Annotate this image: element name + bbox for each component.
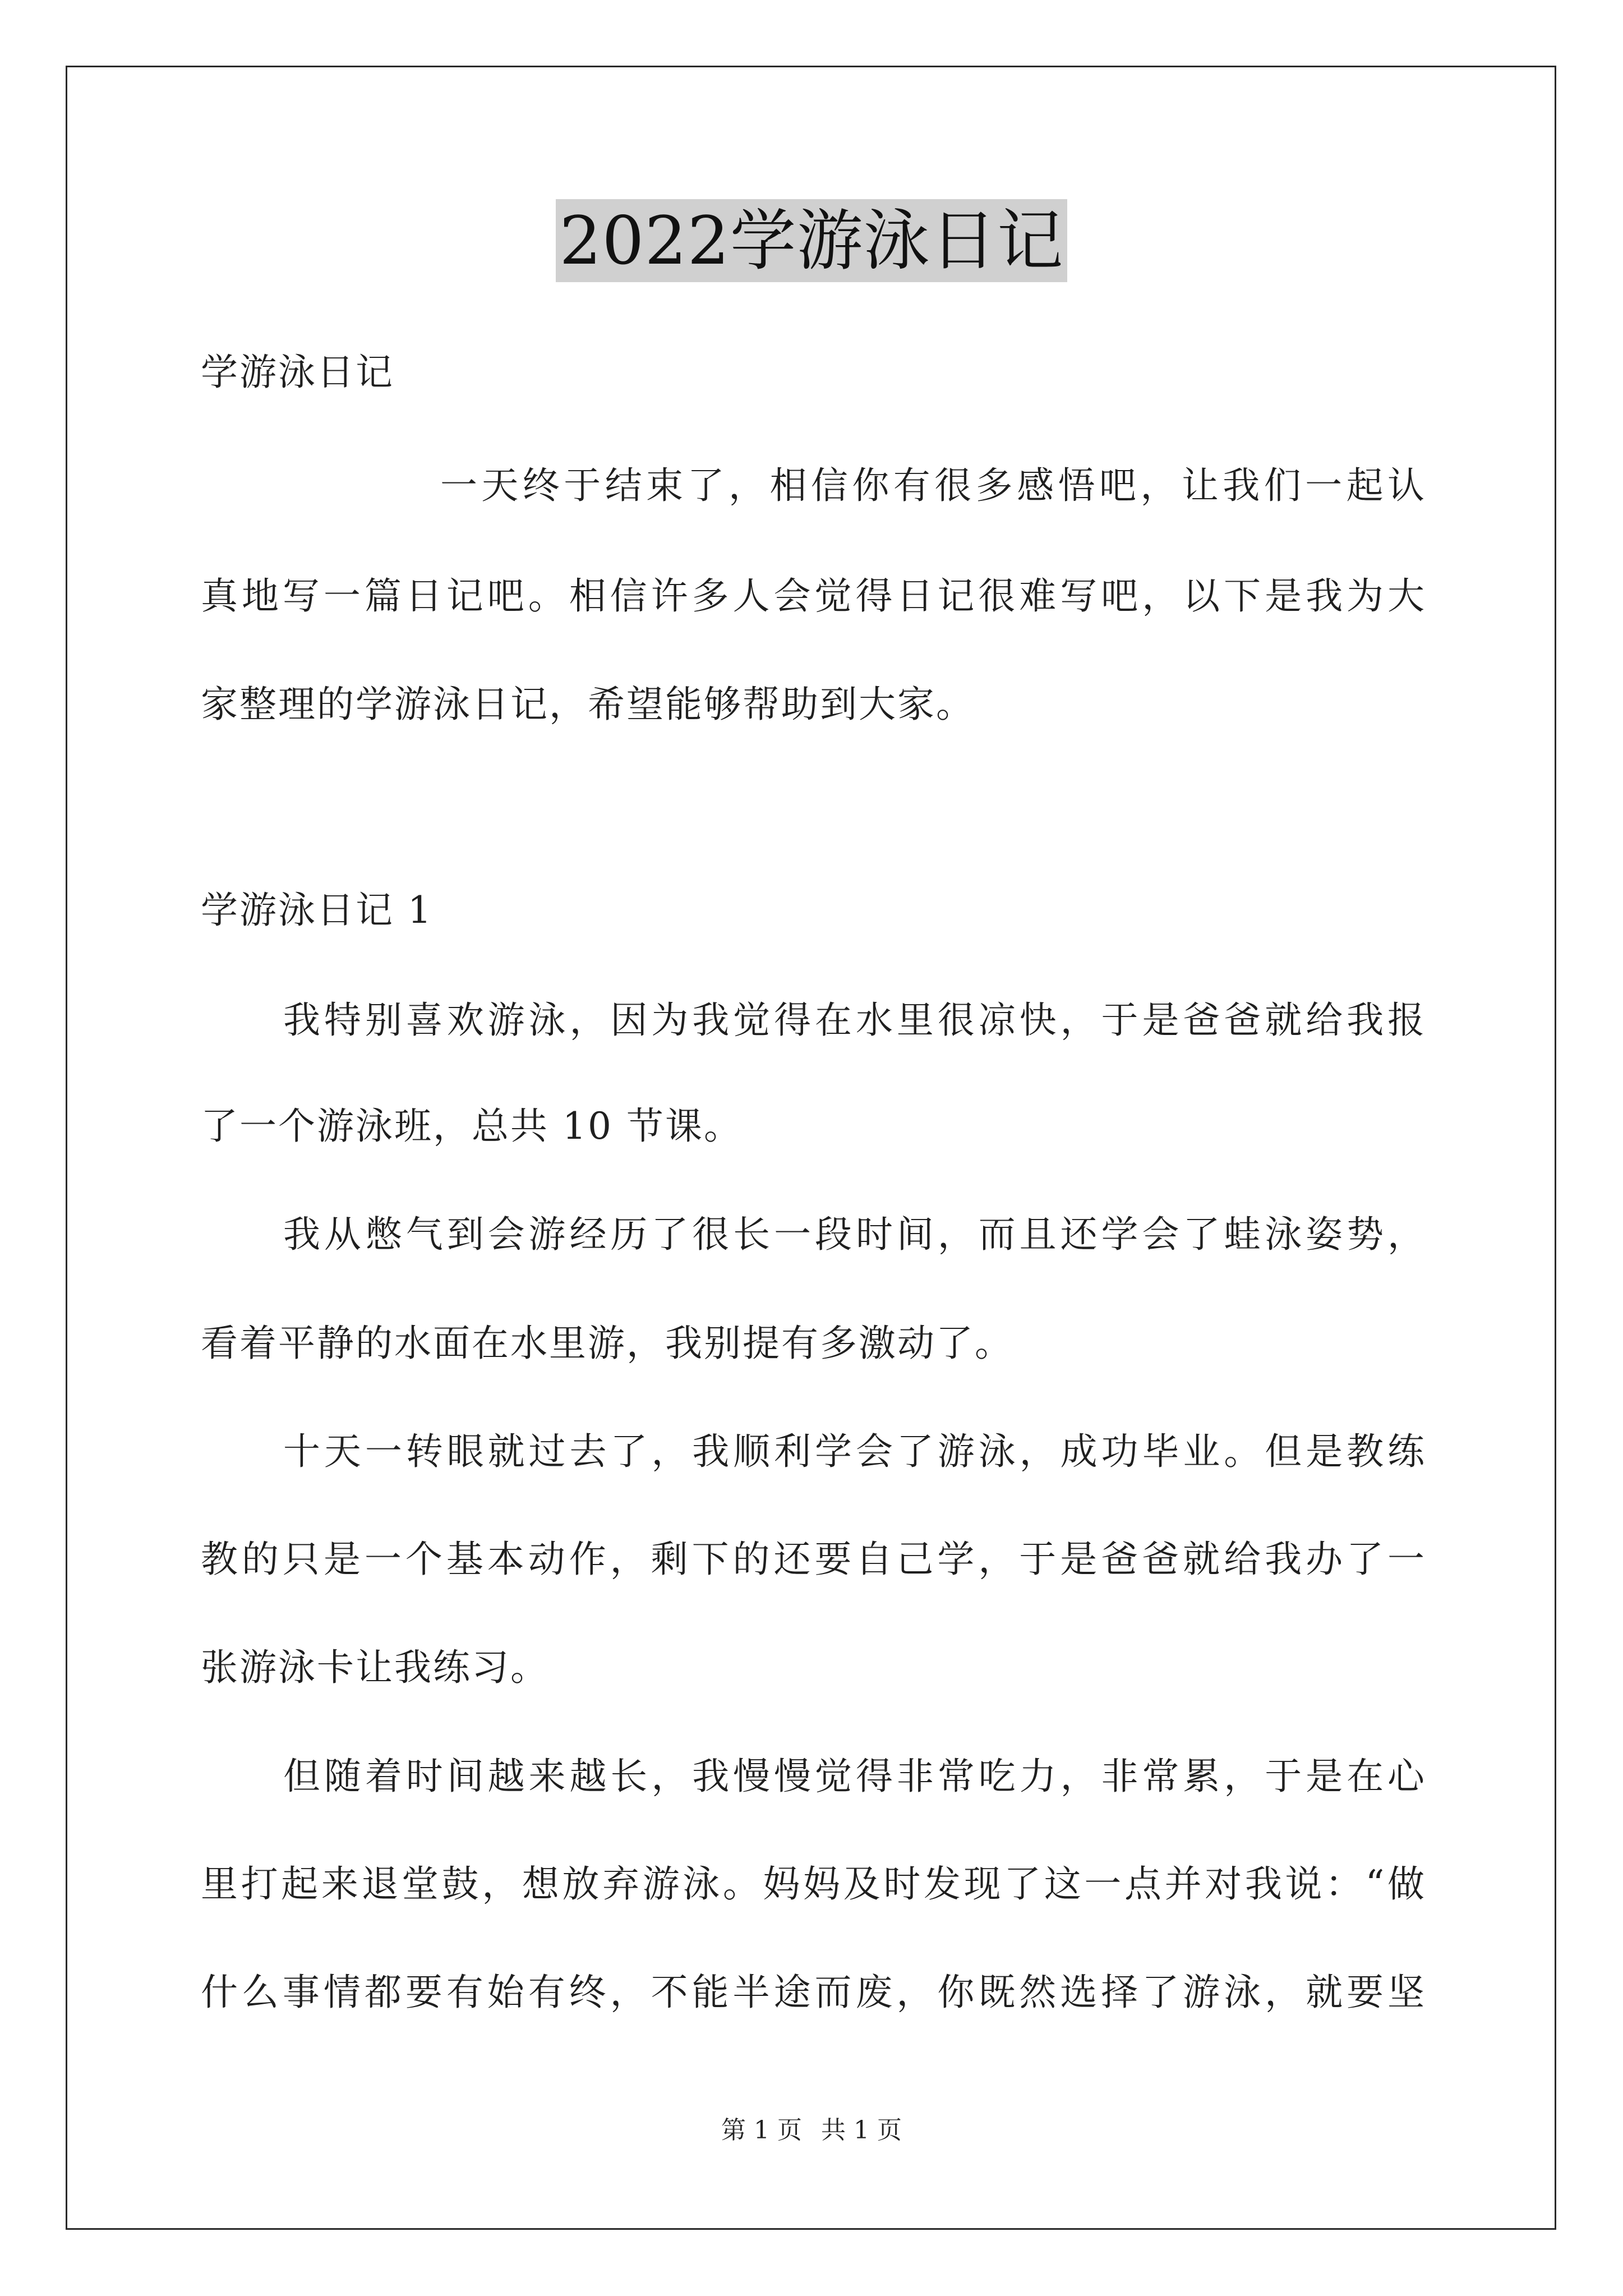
body-line-1: 我特别喜欢游泳，因为我觉得在水里很凉快，于是爸爸就给我报 (283, 999, 1424, 1042)
body-line-4: 看着平静的水面在水里游，我别提有多激动了。 (201, 1322, 1013, 1365)
section-heading: 学游泳日记 1 (201, 889, 433, 932)
title-container (0, 199, 1623, 282)
intro-line-1: 一天终于结束了，相信你有很多感悟吧，让我们一起认 (440, 464, 1424, 507)
body-line-2: 了一个游泳班，总共 10 节课。 (201, 1105, 743, 1148)
page-footer (0, 2115, 1623, 2146)
body-line-3: 我从憋气到会游经历了很长一段时间，而且还学会了蛙泳姿势， (283, 1213, 1424, 1256)
body-line-7: 张游泳卡让我练习。 (201, 1646, 549, 1689)
body-line-5: 十天一转眼就过去了，我顺利学会了游泳，成功毕业。但是教练 (283, 1430, 1424, 1473)
page-total: 共 1 页 (821, 2116, 902, 2145)
document-heading: 学游泳日记 (201, 351, 394, 394)
body-line-10: 什么事情都要有始有终，不能半途而废，你既然选择了游泳，就要坚 (201, 1971, 1424, 2014)
document-title: 2022学游泳日记 (556, 199, 1067, 282)
body-line-9: 里打起来退堂鼓，想放弃游泳。妈妈及时发现了这一点并对我说：“做 (201, 1862, 1424, 1906)
intro-line-2: 真地写一篇日记吧。相信许多人会觉得日记很难写吧，以下是我为大 (201, 574, 1424, 618)
intro-line-3: 家整理的学游泳日记，希望能够帮助到大家。 (201, 683, 975, 726)
page-number: 第 1 页 (721, 2116, 802, 2145)
body-line-6: 教的只是一个基本动作，剩下的还要自己学，于是爸爸就给我办了一 (201, 1538, 1424, 1581)
body-line-8: 但随着时间越来越长，我慢慢觉得非常吃力，非常累，于是在心 (283, 1755, 1424, 1798)
